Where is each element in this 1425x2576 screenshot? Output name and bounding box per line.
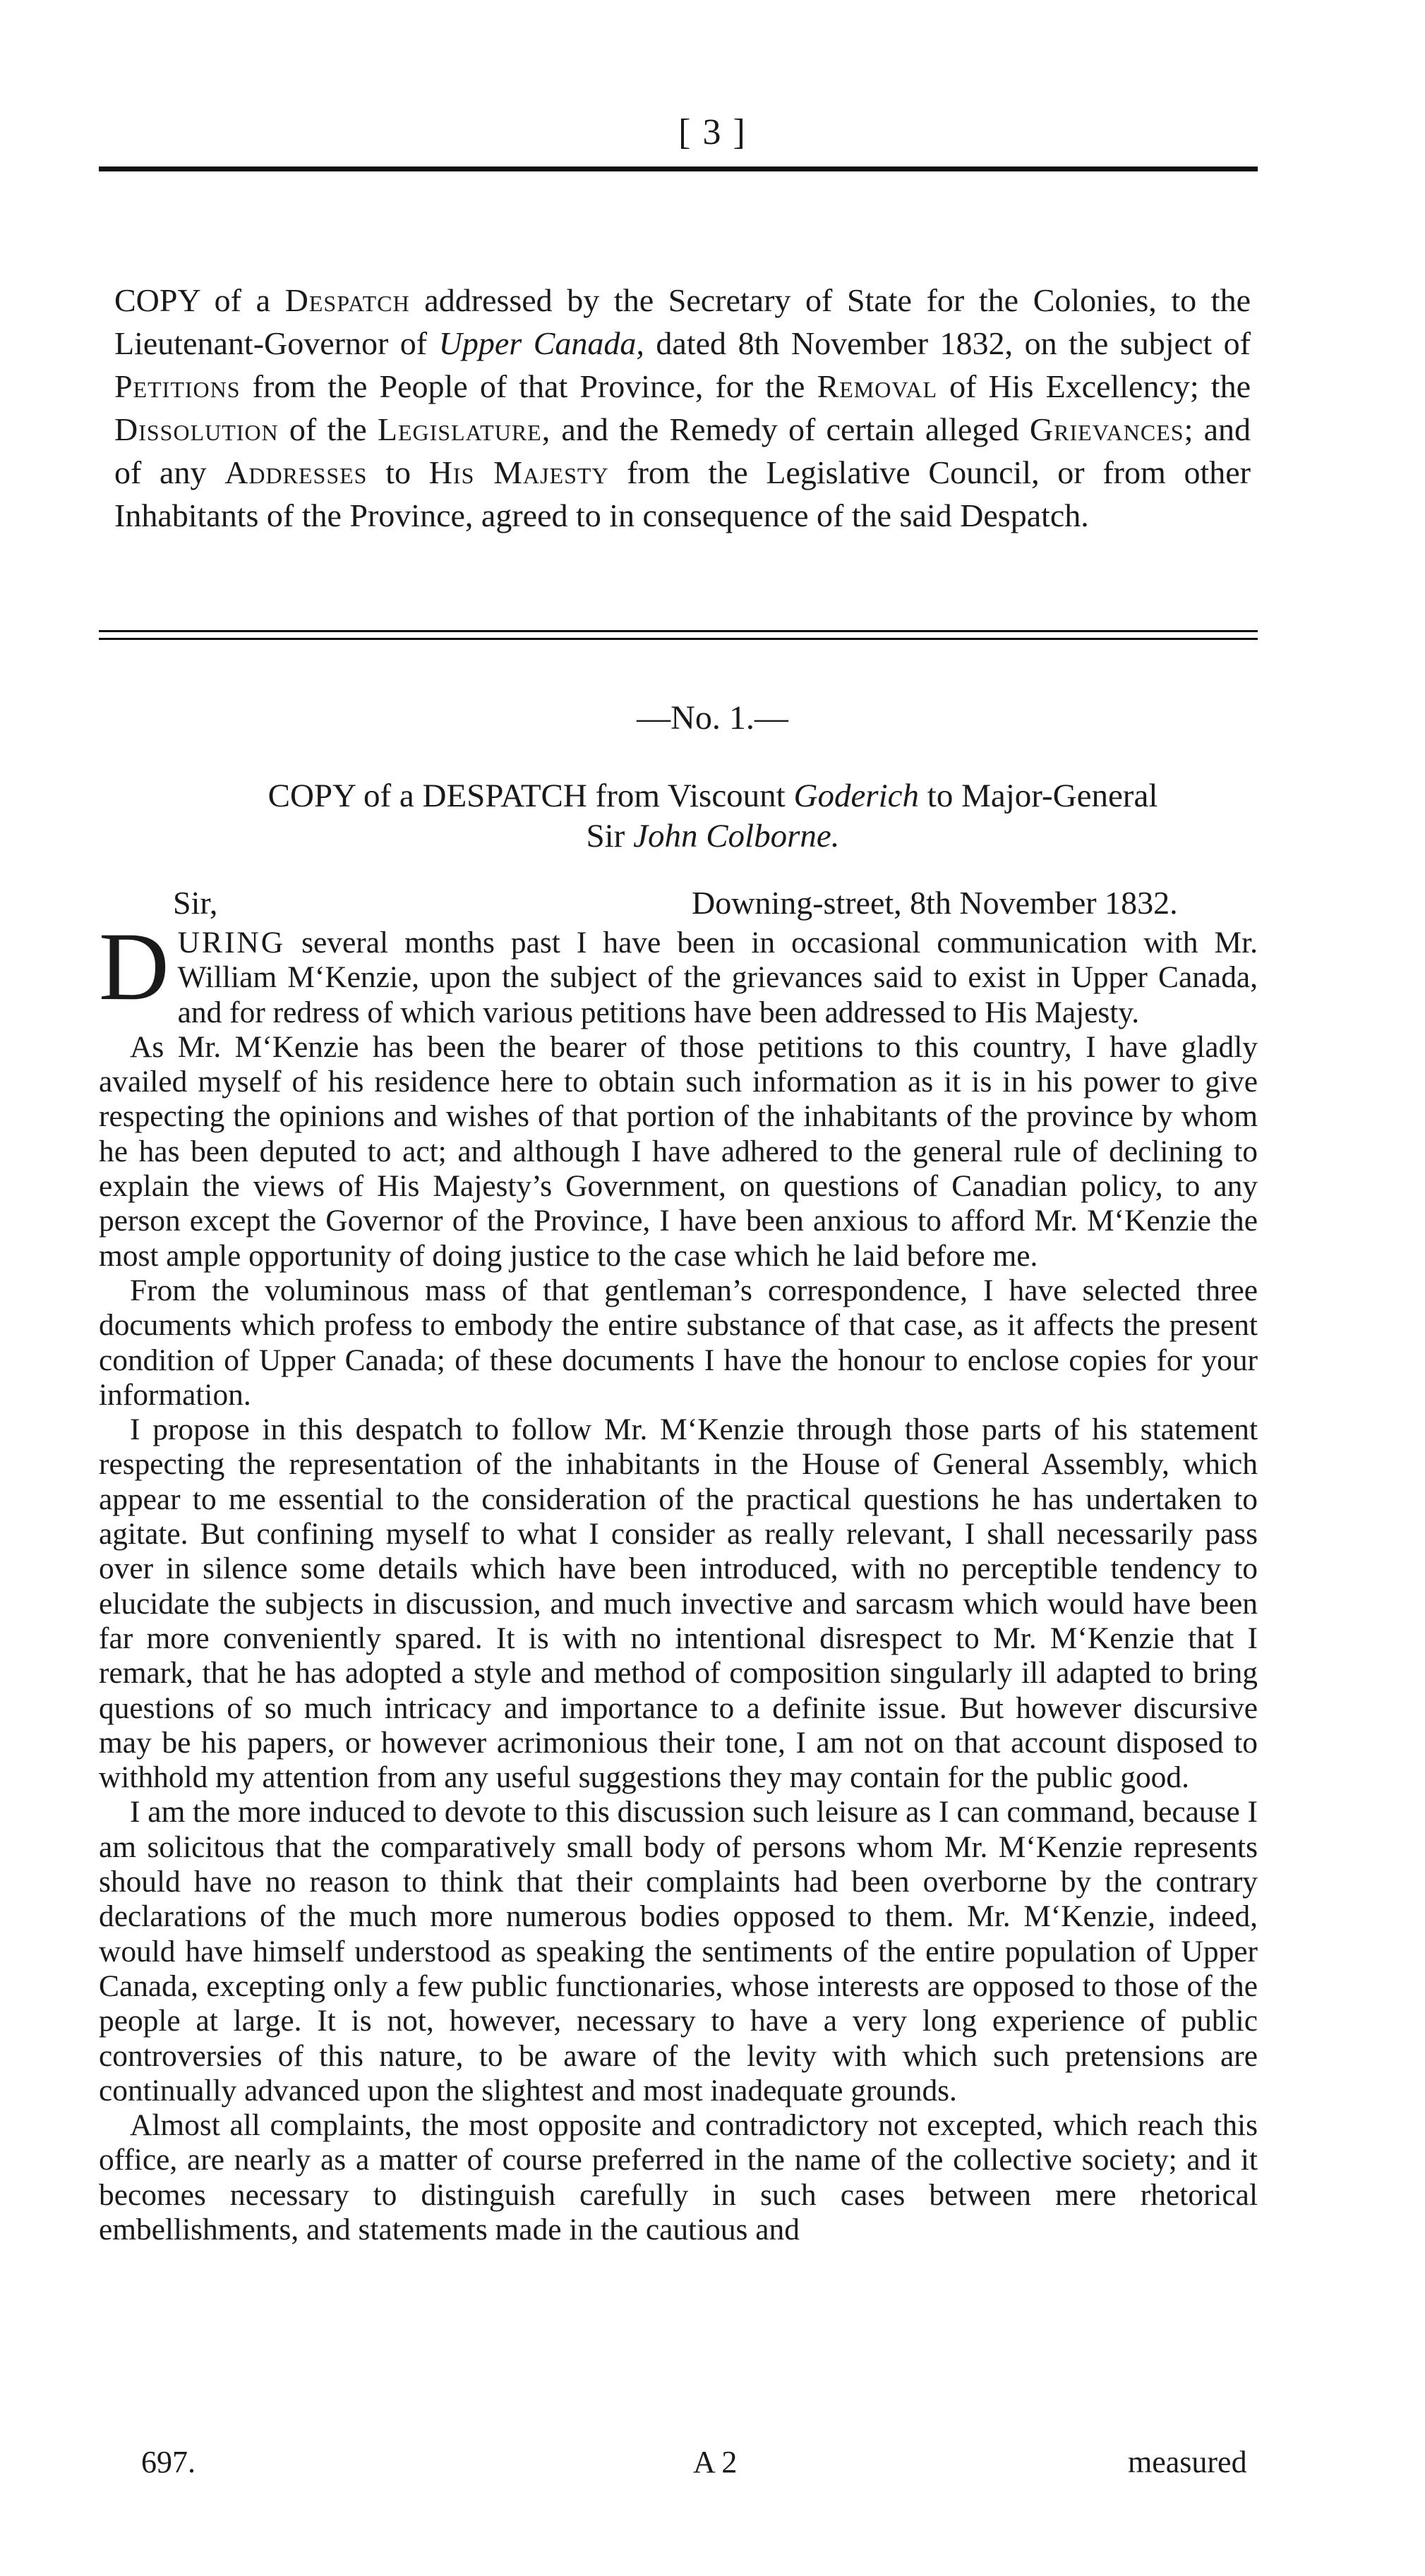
caption-smallcaps: Legislature, — [377, 411, 551, 447]
printer-signature: A 2 — [693, 2445, 738, 2479]
caption-smallcaps: Dissolution — [114, 411, 279, 447]
page-number: [ 3 ] — [678, 112, 747, 152]
caption-smallcaps: Grievances — [1029, 411, 1184, 447]
caption-text: to — [367, 454, 429, 490]
paragraph-4: I propose in this despatch to follow Mr. M‘Kenzie through those parts of his statement respecting the representation of the inhabitants in the House of General Assembly, which appear to me essential to the consideration of the practical questions he has undertaken to agitate. But confining myself to what I consider as really relevant, I shall necessarily pass over in silence some details which have been introduced, with no perceptible tendency to elucidate the subjects in discussion, and much invective and sarcasm which would have been far more conveniently spared. It is with no intentional disrespect to Mr. M‘Kenzie that I remark, that he has adopted a style and method of composition singularly ill adapted to bring questions of so much intricacy and importance to a definite issue. But however discursive may be his papers, or however acrimonious their tone, I am not on that account disposed to withhold my attention from any useful suggestions they may contain for the public good. — [99, 1413, 1258, 1795]
heading-text: COPY of a DESPATCH from Viscount — [267, 778, 794, 814]
heading-name-colborne: John Colborne. — [633, 818, 840, 854]
catchword: measured — [1128, 2445, 1247, 2479]
caption-text: addressed by the Secretary of State for the Colonies, to the Lieutenant-Governor of — [114, 282, 1251, 361]
heading-text: to Major-General — [919, 778, 1158, 814]
caption-text: of the — [278, 411, 378, 447]
caption-text: from the Legislative Council, or from other Inhabitants of the Province, agreed to in consequence of the said Despatch. — [114, 454, 1251, 533]
caption-text: from the People of that Province, for the — [240, 368, 817, 404]
paragraph-text: several months past I have been in occasional communication with Mr. William M‘Kenzie, upon the subject of the grievances said to exist in Upper Canada, and for redress of which various petitions have been addressed to His Majesty. — [177, 926, 1258, 1029]
caption-smallcaps: Addresses — [224, 454, 368, 490]
caption-smallcaps: Removal — [817, 368, 937, 404]
dateline: Downing-street, 8th November 1832. — [692, 885, 1178, 921]
opening-caps: URING — [177, 926, 286, 960]
sheet-number: 697. — [141, 2445, 196, 2479]
caption-italic: Upper Canada, — [438, 325, 644, 361]
drop-cap: D — [99, 912, 169, 1020]
caption-smallcaps: Despatch — [284, 282, 410, 318]
caption-smallcaps: His Majesty — [428, 454, 609, 490]
caption-text: of His Excellency; the — [937, 368, 1251, 404]
paragraph-3: From the voluminous mass of that gentleman’s correspondence, I have selected three documents which profess to embody the entire substance of that case, as it affects the present condition of Upper Canada; of these documents I have the honour to enclose copies for your information. — [99, 1273, 1258, 1412]
heading-text: Sir — [586, 818, 634, 854]
header-rule — [99, 167, 1258, 171]
despatch-heading — [99, 776, 1327, 857]
letter-body — [99, 912, 1258, 2247]
section-rule-upper — [99, 630, 1258, 632]
caption-smallcaps: Petitions — [114, 368, 241, 404]
section-rule-lower — [99, 638, 1258, 640]
paragraph-6: Almost all complaints, the most opposite and contradictory not excepted, which reach this office, are nearly as a matter of course preferred in the name of the collective society; and it becomes necessary to distinguish carefully in such cases between mere rhetorical embellishments, and statements made in the cautious and — [99, 2108, 1258, 2247]
paragraph-1 — [99, 912, 1258, 1030]
heading-name-goderich: Goderich — [793, 778, 920, 814]
caption-text: ; and of any — [114, 411, 1251, 490]
heading-line-1 — [99, 776, 1327, 816]
document-caption — [114, 279, 1251, 537]
heading-line-2 — [99, 816, 1327, 857]
caption-text: dated 8th November 1832, on the subject of — [644, 325, 1251, 361]
salutation: Sir, — [173, 885, 218, 921]
caption-text: and the Remedy of certain alleged — [551, 411, 1030, 447]
caption-text: COPY of a — [114, 282, 285, 318]
paragraph-2: As Mr. M‘Kenzie has been the bearer of those petitions to this country, I have gladly availed myself of his residence here to obtain such information as it is in his power to give respecting the opinions and wishes of that portion of the inhabitants of the province by whom he has been deputed to act; and although I have adhered to the general rule of declining to explain the views of His Majesty’s Government, on questions of Canadian policy, to any person except the Governor of the Province, I have been anxious to afford Mr. M‘Kenzie the most ample opportunity of doing justice to the case which he laid before me. — [99, 1029, 1258, 1273]
document-number: —No. 1.— — [637, 699, 788, 737]
paragraph-5: I am the more induced to devote to this discussion such leisure as I can command, because I am solicitous that the comparatively small body of persons whom Mr. M‘Kenzie represents should have no reason to think that their complaints had been overborne by the contrary declarations of the much more numerous bodies opposed to them. Mr. M‘Kenzie, indeed, would have himself understood as speaking the sentiments of the entire population of Upper Canada, excepting only a few public functionaries, whose interests are opposed to those of the people at large. It is not, however, necessary to have a very long experience of public controversies of this nature, to be aware of the levity with which such pretensions are continually advanced upon the slightest and most inadequate grounds. — [99, 1795, 1258, 2108]
